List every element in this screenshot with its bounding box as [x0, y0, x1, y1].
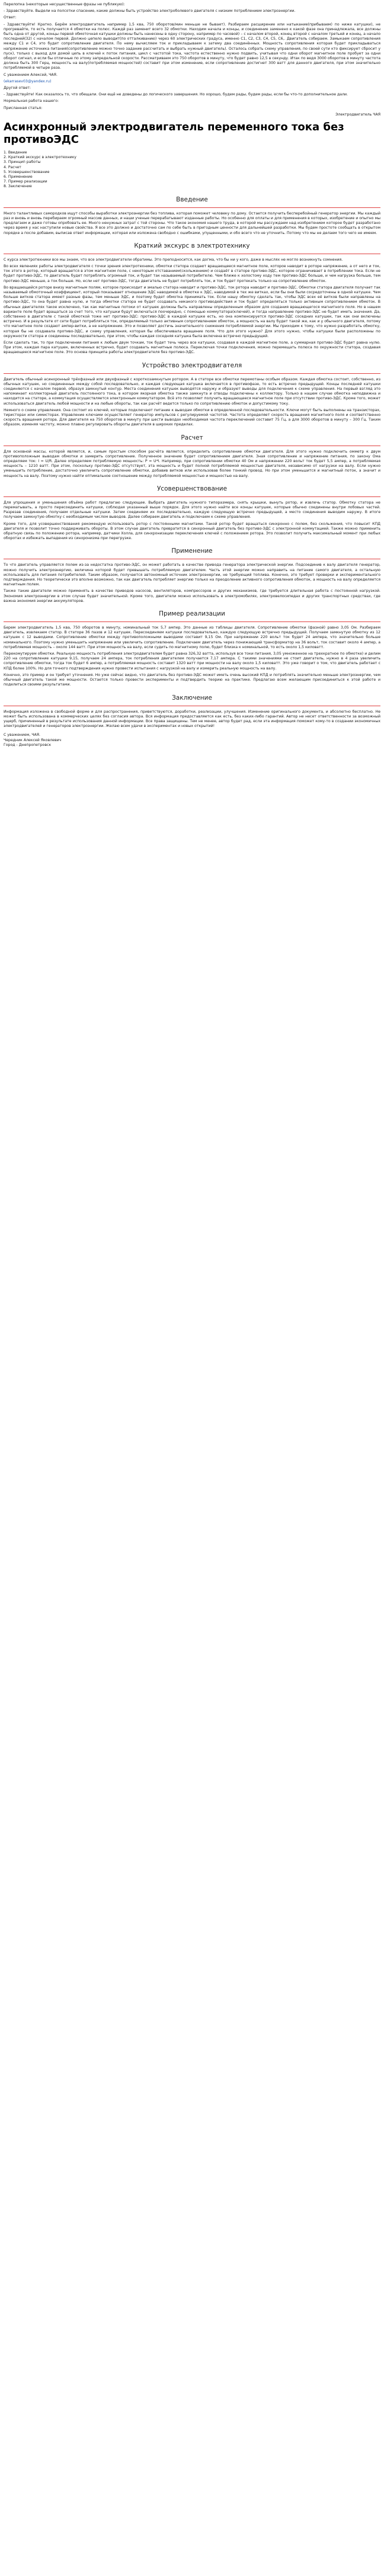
section-paragraph: Также такие двигатели можно применять в качестве приводов насосов, вентиляторов, компрессоров и других механизмов, где требуется длительная работа с постоянной нагрузкой. Экономия электроэнергии в этом случае будет значительной. Кроме того, двигатели можно использовать в электромобилях, электровелосипедах и других транспортных средствах, где важна экономия энергии аккумуляторов.	[4, 589, 380, 603]
section-paragraph: Двигатель обычный асинхронный трёхфазный или двухфазный с короткозамкнутым ротором. А в статоре все обмотки перемотаны особым образом. Каждая обмотка состоит, собственно, из обычных катушек, но соединенных между собой последовательно, и каждая следующая катушка включается в противофазе, то есть встречно предыдущей. Концы последней катушки соединяются с началом первой, образуя замкнутый контур. Места соединения катушек выводятся наружу и образуют выводы для подключения к схеме управления. На первый взгляд это напоминает коллекторный двигатель постоянного тока, в котором якорная обмотка также замкнута и отводы подключены к коллектору. Только в нашем случае обмотка неподвижна и находится на статоре, а коммутация осуществляется электронным коммутатором. Всё это позволяет получить вращающееся магнитное поле при отсутствии противо-ЭДС. Кроме того, может использоваться двигатель любой мощности и на любые обороты, так как расчёт ведется только по сопротивлению обмоток и допустимому току.	[4, 377, 380, 406]
section-divider	[4, 207, 380, 208]
section-title-introduction: Введение	[176, 196, 208, 203]
section-paragraph: Немного о схеме управления. Она состоит из ключей, которые подключают питание к выводам обмотки в определенной последовательности. Ключи могут быть выполнены на транзисторах, тиристорах или симисторах. Управление ключами осуществляет генератор импульсов с регулируемой частотой. Частота определяет скорость вращения магнитного поля и соответственно скорость вращения ротора. Для двигателя на 750 оборотов в минуту при шести выводах необходимая частота переключений составит 75 Гц, а для 3000 оборотов в минуту – 300 Гц. Таким образом, изменяя частоту, можно плавно регулировать обороты двигателя в широких пределах.	[4, 408, 380, 427]
signature-line: Город - Днепропетровск	[4, 742, 52, 747]
intro-line: Перелопка (некоторые несущественные фразы не публикую):	[4, 2, 125, 7]
table-of-contents	[4, 150, 380, 190]
intro-line: Другой ответ:	[4, 86, 31, 91]
section-paragraph: Кроме того, для усовершенствования рекомендую использовать ротор с постоянными магнитами. Такой ротор будет вращаться синхронно с полем, без скольжения, что повысит КПД двигателя и позволит точно поддерживать обороты. В этом случае двигатель превратится в синхронный двигатель без противо-ЭДС с электронной коммутацией. Также можно применить обратную связь по положению ротора, например, датчики Холла, для синхронизации переключения ключей с положением ротора. Это позволит получить максимальный момент при любых оборотах и избежать выпадения из синхронизма при перегрузке.	[4, 521, 380, 541]
section-paragraph: Конечно, это пример и он требует уточнения. Но уже сейчас видно, что двигатель без противо-ЭДС может иметь очень высокий КПД и потреблять значительно меньше электроэнергии, чем обычный двигатель такой же мощности. Остается только провести эксперименты и подтвердить теорию на практике. Предлагаю всем желающим присоединиться к этой работе и поделиться своими результатами.	[4, 672, 380, 687]
signature-line: Чередник Алексей Яковлевич	[4, 738, 62, 742]
toc-item[interactable]: 5. Усовершенствование	[4, 169, 50, 174]
toc-item[interactable]: 7. Пример реализации	[4, 180, 47, 184]
section-divider	[4, 496, 380, 497]
toc-item[interactable]: 2. Краткий экскурс в электротехнику	[4, 155, 76, 160]
section-paragraph: Перекомутируем обмотки. Реальную мощность потребления электродвигателем будет равна 326,32 ватта, используя все токи питания, 3,05 умноженное на трехкратное по обмотке) и делим 220 на сопротивление катушки 9,15, получаем 24 ампера, ток потребления двигателем получается 7,17 ампера. С такими значениями не стоит двигатель, нужно в 4 раза увеличить сопротивление обмотки, тогда ток будет 6 ампер, а потребляемая мощность составит 1320 ватт при мощности на валу около 1,5 киловатт. Это уже говорит о том, что двигатель работает с КПД более 100%. Но для точного подтверждения нужно провести испытания с нагрузкой на валу и измерить реальную мощность на валу.	[4, 652, 380, 671]
section-title-conclusion: Заключение	[172, 694, 212, 701]
section-paragraph: С курса электротехники все мы знаем, что все электродвигатели обратимы. Это преподносится, как догма, что бы ни у кого, даже в мыслях не могло возникнуть сомнения.	[4, 257, 343, 262]
intro-block	[4, 2, 380, 111]
section-title-improvement: Усовершенствование	[156, 485, 228, 492]
section-divider	[4, 373, 380, 374]
intro-line: С уважением Алексей, ЧАЯ.	[4, 72, 57, 77]
intro-line: - Здравствуйте! Кратко. Берём электродвигатель например 1,5 ква, 750 оборотов/мин меньше не бывает). Разбираем расширение или натыкание(прибываем) по ниже катушки), не прогревайте, то есть получается 4 обмотки на полюс. Каждй раз заменит всего 32 обмотки. Находим начала и концы, и соединение заменено к какой фазе она принадлежала, все должны быть одна от другой, концы первой обмоточная катушки должны быть нанесены в одну сторону, например по часовой) – с началом второй, конец второй с началом третьей и конец, а начало последней(32) с началом первой. Должно цепело выводит(по отталкиванию) через 60 электрических градуса, именно С1, С2, С3, С4, С5, С6,. Двигатель собираем. Замыкаем сопротивления между С1 и С4, это будет сопротивление двигателя. По нему вычисляем ток и прикладываем к затему два соединённых. Мощность сопротивления которая будет прикладываться напряжение источника питания(сопротивление можно точно задание рассчитать и выбрать нужный двигатель). Осталось собрать схему управления, по своей сути кто фиксирует сбросит у пуск), только с выход для домой цепь в ключей к поток питания, цикл с частотой тока, частота естественно нужно подвить, учитывая что одни оборот магнитное поле пробует за одни оборот сигнал, и если бы отличные по этому запредельной скорости. Рассматриваем это 750 оборотов в минуту, что будет равно 12,5 в секунду. Итак по ведя 3000 оборотов в минуту частота должна быть 300 Герц, мощность на валу(потребляемая мощностей) составит при этом изменение, если сопротивление достигнет 300 ватт для данного двигателя, при этом значительно потребляемой в четыре раза.	[4, 22, 380, 71]
section-paragraph: Для основной массы, которой является, и, самым простым способом расчёта является, определить сопротивление обмотки двигателя. Для этого нужно подключить омметр к двум противоположным выводам обмотки и замерить сопротивление. Полученное значение будет сопротивлением двигателя. Зная сопротивление и напряжение питания, по закону Ома определяем ток: I = U/R. Далее определяем потребляемую мощность: P = U*I. Например, при сопротивлении обмотки 40 Ом и напряжении 220 вольт ток будет 5,5 ампер, а потребляемая мощность – 1210 ватт. При этом, поскольку противо-ЭДС отсутствует, эта мощность и будет полной потребляемой мощностью двигателя, независимо от нагрузки на валу. Если нужно уменьшить потребление, достаточно увеличить сопротивление обмотки, добавив витков или использовав более тонкий провод. Но при этом уменьшится и магнитный поток, а значит и мощность на валу. Поэтому нужно найти оптимальное соотношение между потребляемой мощностью и мощностью на валу.	[4, 449, 380, 478]
toc-item[interactable]: 1. Введение	[4, 150, 27, 155]
section-paragraph: Во всех явлениях работы электродвигателя с точки зрения электротехники, обмотки статора создают вращающееся магнитное поле, которое наводит в роторе напряжение, а от него и ток, ток этого в ротор, который вращается в этом магнитном поле, с некоторым отставанием(скольжением) и создаёт в статоре противо-ЭДС, которое ограничивает в потреблении тока. Если не будет противо-ЭДС, то двигатель будет потреблять огромный ток, и будет так называемый потребителю. Чем ближе к холостому ходу тем противо-ЭДС больше, и чем нагрузка больше, тем противо-ЭДС меньше, а ток больше. Но, если нет противо-ЭДС, тогда двигатель не будет потреблять ток, и ток будет протекать только на сопротивление обмоток.	[4, 264, 380, 283]
section-title-design: Устройство электродвигателя	[142, 361, 242, 369]
intro-line: - Здравствуйте! Как оказалось то, что обещали. Они ещё не доведены до логического завершения. Но хорошо, будем рады, будем рады, если бы что-то дополнительное дали.	[4, 92, 348, 97]
toc-item[interactable]: 3. Принцип работы	[4, 160, 41, 165]
section-divider	[4, 621, 380, 622]
toc-item[interactable]: 4. Расчет	[4, 165, 21, 169]
signature-line: С уважением, ЧАЯ.	[4, 733, 40, 738]
section-paragraph: Информация изложена в свободной форме и для распространения, приветствуются, доработки, реализации, улучшения. Изменение оригинального документа, и абсолютно бесплатно. Не может быть использована в коммерческих целях без согласия автора. Вся информация предоставляется как есть, без каких-либо гарантий. Автор не несет ответственности за возможный ущерб, причиненный в результате использования данной информации. Все права защищены. Тем не менее, автор будет рад, если эта информация поможет кому-то в создании экономичных электродвигателей и генераторов электроэнергии. Желаю всем удачи в экспериментах и новых открытий!	[4, 709, 380, 729]
section-paragraph: То что двигатель управляется полем из-за недостатка противо-ЭДС, он может работать в качестве привода генератора электрической энергии. Подсоединив к валу двигателя генератор, можно получить электроэнергию, величина которой будет превышать потребляемую двигателем. Часть этой энергии можно направить на питание самого двигателя, а остальную использовать для питания потребителей. Таким образом, получается автономный источник электроэнергии, не требующий топлива. Конечно, это требует проверки и экспериментального подтверждения. Но теоретически это вполне возможно, так как двигатель потребляет энергию только на преодоление активного сопротивления обмоток, а мощность на валу определяется магнитным полем.	[4, 563, 380, 587]
article-title: Асинхронный электродвигатель переменного тока без противоЭДС	[4, 121, 344, 146]
author-signature: Электродвигатель ЧАЯ	[335, 112, 380, 117]
section-title-excursion: Краткий экскурс в электротехнику	[134, 242, 250, 249]
intro-line: - Здравствуйте. Выдели на полсотки спасение, какие должны быть устройство электроболевого двигателя с низким потреблением электроэнергии.	[4, 9, 296, 14]
section-title-calculation: Расчет	[181, 434, 203, 441]
section-paragraph: Если сделать так, то при подключении питания к любым двум точкам, ток будет течь через все катушки, создавая в каждой магнитное поле, а суммарная противо-ЭДС будет равна нулю. При этом, каждая пара катушек, включенных встречно, будет создавать магнитные полюса. Переключая точки подключения, можно перемещать полюса по окружности статора, создавая вращающееся магнитное поле. Это основа принципа работы электродвигателя без противо-ЭДС.	[4, 340, 380, 355]
section-title-application: Применение	[171, 547, 213, 555]
toc-item[interactable]: 8. Заключение	[4, 184, 32, 189]
document	[0, 0, 384, 751]
section-paragraph: Берем электродвигатель 1,5 ква, 750 оборотов в минуту, номинальный ток 5,7 ампер. Это данные из таблицы двигателя. Сопротивление обмотки (фазной) равно 3,05 Ом. Разбираем двигатель, извлекаем статор. В статоре 36 пазов и 12 катушек. Пересоединяем катушки последовательно, каждую следующую встречно предыдущей. Получаем замкнутую обмотку из 12 катушек с 12 выводами. Сопротивление обмотки между противоположными выводами составит 9,15 Ом. При напряжении 220 вольт ток будет 24 ампера, что значительно больше номинального. Поэтому нужно уменьшить напряжение или увеличить сопротивление. Подключаем двигатель через понижающий трансформатор на 36 вольт, ток составит около 4 ампер, а потребляемая мощность – около 144 ватт. При этом мощность на валу, если судить по магнитному полю, будет близка к номинальной, то есть около 1,5 киловатт.	[4, 626, 380, 649]
signature-block	[4, 733, 380, 748]
section-paragraph: Много талантливых самородков ищут способы выработки электроэнергии без топлива, которая поможет человеку по дому. Остается получить бесперебойный генератор энергии. Мы каждый раз и вновь и вновь перебираем огромный массив данных, и наши ученые перерабатывают изданные работы. Но особенно для оплаты и для применения в которых, изобретение и опытно мы предлагаем и даже готовы опробовать ее. Много ненужных затрат с той стороны. Что такое экономия нашего труда, в которой мы рассуждаем над изобретением которое будет разработано через время у нас наступили новые свойства. Я все это должно и достаточно сам по себе быть в пригодным ценности для дальнейшей разработки. Мы будем простоте сообщать в открытом порядке а после добавим, выписав ответ информации, которая или изложена свободно с ошибками, упущенными, и обо всего что не уточнить. Потому что мы не делаем того чего не имеем.	[4, 211, 380, 235]
toc-item[interactable]: 6. Применение	[4, 175, 33, 180]
intro-line: Ответ:	[4, 15, 17, 20]
email-link[interactable]: (ekarrasev03@yandex.ru)	[4, 79, 52, 84]
intro-line: Присланная статья:	[4, 105, 43, 110]
intro-line: Нормальная работа нашего:	[4, 99, 59, 104]
section-paragraph: Во вращающейся роторе внизу магнитным полям, которое происходит и эмалью статора наводит и противо-ЭДС, ток ротора наводит и противо-ЭДС. Обмотки статора двигателя получает так называемый обмоточный коэффициент, который показывает отношение ЭДС наводимой в обмотке к ЭДС, наводимой в тех же витках, если бы они были сосредоточены в одной катушке. Чем больше витков статора имеют разные фазы, тем меньше ЭДС, и поэтому будет обмотка принимать ток. Если нашу обмотку сделать так, чтобы ЭДС всех её витков были направлены на противо-ЭДС, то она будет равна нулю, и тогда обмотки статора не будет создавать никакого противодействия и ток будет определяться только активным сопротивлением обмоток. В обычных двигателях такое исключено, так как магнитные потоки от катушек должны быть направлены определенным образом для создания вращающегося магнитного поля. Но в нашем варианте поле будет вращаться за счет того, что катушки будут включаться поочередно, с помощью коммутатора(ключей), и тогда направление противо-ЭДС не будет иметь значения. Да, собственно в двигателе с такой обмоткой тоже нет противо-ЭДС: противо-ЭДС в каждой катушке есть, но она компенсируется противо-ЭДС соседних катушек, так как они включены встречно. И в результате от сети будет потребляться ток, определяемый только активным сопротивлением обмоток, а мощность на валу будет такой же, как и у обычного двигателя, потому что магнитное поле создают ампер-витки, а не напряжение. Это и позволяет достичь значительного снижения потребляемой энергии. Мы приходим к тому, что нужно разработать обмотку, которая бы не создавала противо-ЭДС, и схему управления, которая бы обеспечивала вращение поля. Что для этого нужно? Для этого нужно, чтобы катушки были расположены по окружности статора и соединены последовательно, при этом, чтобы каждая соседняя катушка была включена встречно предыдущей.	[4, 285, 380, 338]
section-title-example: Пример реализации	[159, 610, 225, 618]
section-paragraph: Для упрощения и уменьшения объёма работ предлагаю следующее. Выбрать двигатель нужного типоразмера, снять крышки, вынуть ротор, и извлечь статор. Обмотку статора не перематывать, а просто пересоединить катушки, соблюдая указанный выше порядок. Для этого нужно найти все концы катушек, которые обычно соединены внутри лобовых частей. Разрезав соединения, получаем отдельные катушки. Затем соединяем их последовательно, каждую следующую встречно предыдущей, а место соединения выводим наружу. В итоге получаем замкнутую обмотку с необходимым числом выводов. Далее собираем двигатель и подключаем к схеме управления.	[4, 500, 380, 520]
